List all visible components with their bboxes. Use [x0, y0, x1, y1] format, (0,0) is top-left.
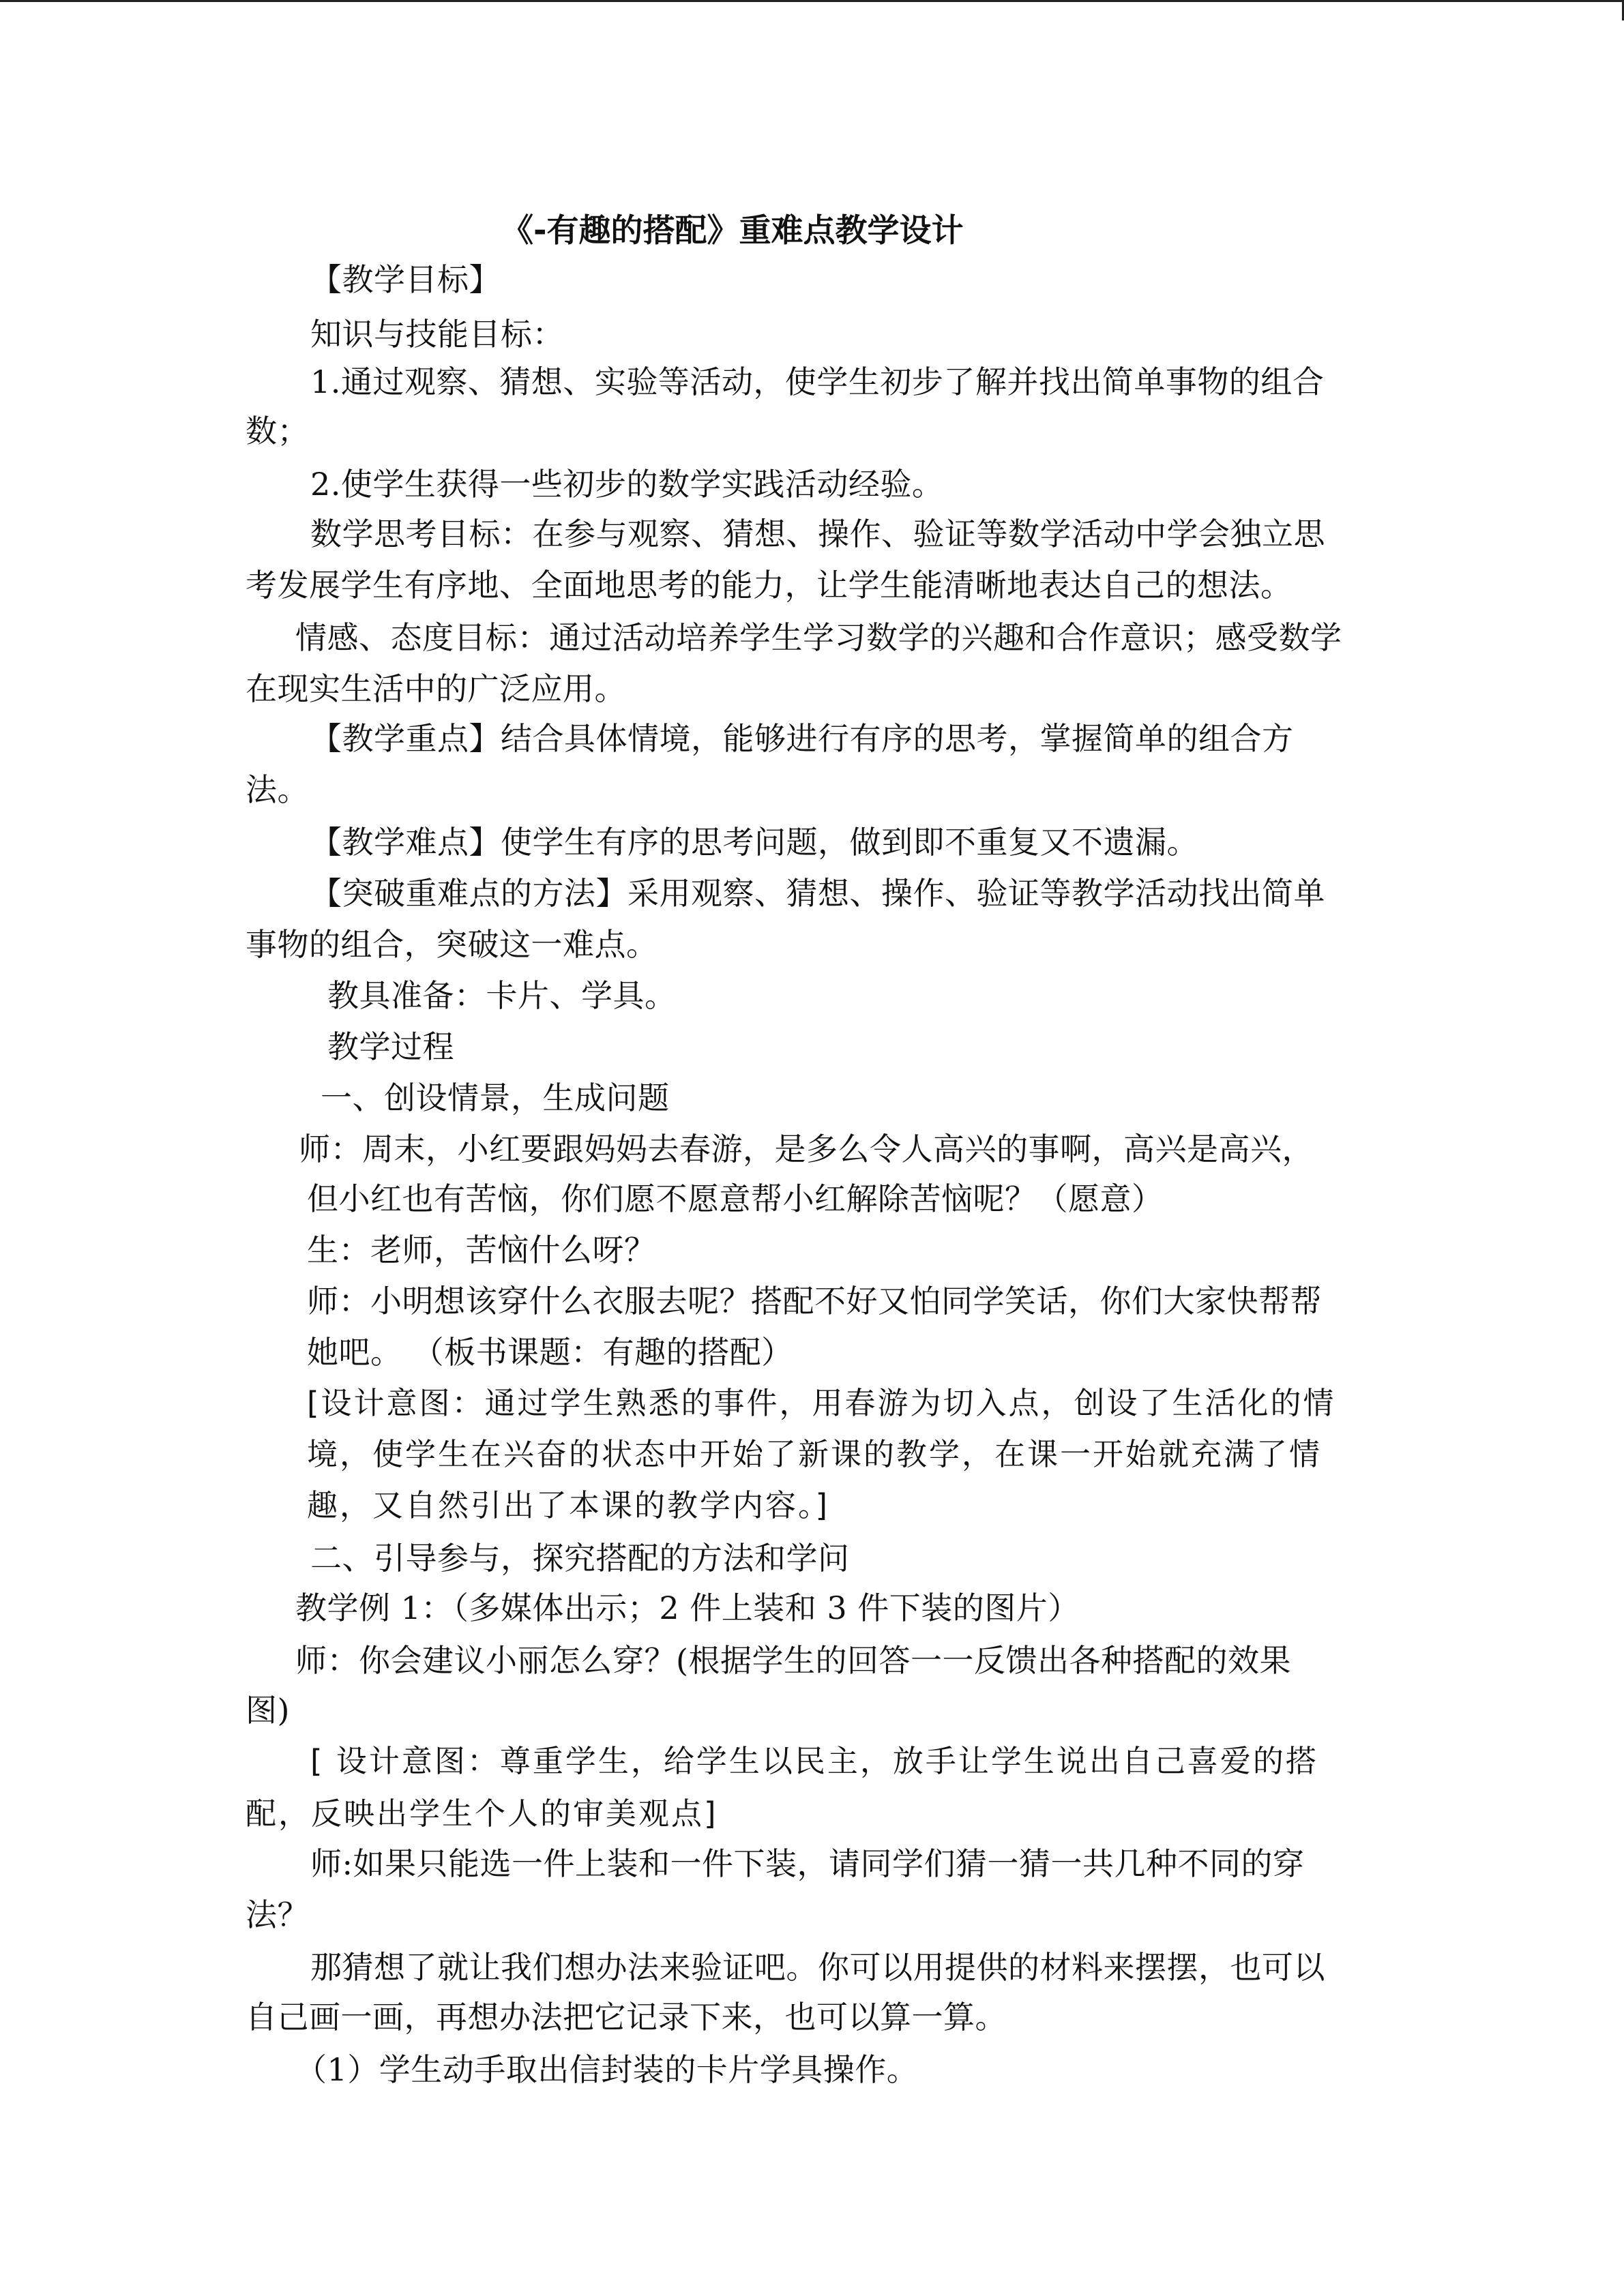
text-line: 生：老师，苦恼什么呀？: [307, 1232, 656, 1268]
text-line: 考发展学生有序地、全面地思考的能力，让学生能清晰地表达自己的想法。: [246, 567, 1293, 603]
text-line: 图): [246, 1692, 290, 1729]
text-line: 数学思考目标：在参与观察、猜想、操作、验证等数学活动中学会独立思: [310, 516, 1325, 552]
text-line: 但小红也有苦恼，你们愿不愿意帮小红解除苦恼呢？（愿意）: [307, 1180, 1164, 1217]
text-line: 教学例 1：（多媒体出示；2 件上装和 3 件下装的图片）: [295, 1590, 1080, 1626]
text-line: 情感、态度目标：通过活动培养学生学习数学的兴趣和合作意识；感受数学: [295, 619, 1342, 656]
text-line: 趣，又自然引出了本课的教学内容。]: [307, 1487, 830, 1523]
text-line: 配，反映出学生个人的审美观点]: [246, 1795, 718, 1832]
text-line: 一、创设情景，生成问题: [321, 1079, 670, 1116]
text-line: 二、引导参与，探究搭配的方法和学问: [310, 1540, 850, 1577]
text-line: 在现实生活中的广泛应用。: [246, 670, 626, 707]
top-border-line: [0, 0, 1624, 2]
text-line: [ 设计意图：尊重学生，给学生以民主，放手让学生说出自己喜爱的搭: [310, 1743, 1318, 1779]
text-line: 1.通过观察、猜想、实验等活动，使学生初步了解并找出简单事物的组合: [310, 363, 1325, 400]
text-line: 师:如果只能选一件上装和一件下装，请同学们猜一猜一共几种不同的穿: [310, 1845, 1305, 1882]
text-line: 数；: [246, 413, 309, 449]
text-line: 师：周末，小红要跟妈妈去春游，是多么令人高兴的事啊，高兴是高兴，: [299, 1131, 1314, 1167]
text-line: 【教学目标】: [310, 261, 501, 298]
document-title: 《-有趣的搭配》重难点教学设计: [501, 212, 964, 250]
text-line: 【教学重点】结合具体情境，能够进行有序的思考，掌握简单的组合方: [310, 720, 1294, 757]
text-line: （1）学生动手取出信封装的卡片学具操作。: [295, 2051, 919, 2088]
text-line: 她吧。 （板书课题：有趣的搭配）: [307, 1334, 793, 1371]
text-line: 法。: [246, 771, 309, 808]
text-line: 法？: [246, 1896, 309, 1933]
text-line: 2.使学生获得一些初步的数学实践活动经验。: [310, 466, 944, 503]
text-line: 师：小明想该穿什么衣服去呢？搭配不好又怕同学笑话，你们大家快帮帮: [307, 1283, 1322, 1320]
text-line: 知识与技能目标：: [310, 316, 564, 353]
text-line: 师：你会建议小丽怎么穿？(根据学生的回答一一反馈出各种搭配的效果: [295, 1642, 1291, 1679]
text-line: 教学过程: [327, 1028, 454, 1065]
text-line: 【突破重难点的方法】采用观察、猜想、操作、验证等教学活动找出简单: [310, 875, 1325, 912]
text-line: 自己画一画，再想办法把它记录下来，也可以算一算。: [246, 1999, 1007, 2036]
text-line: 事物的组合，突破这一难点。: [246, 926, 658, 963]
text-line: [设计意图：通过学生熟悉的事件，用春游为切入点，创设了生活化的情: [307, 1385, 1336, 1421]
text-line: 境，使学生在兴奋的状态中开始了新课的教学，在课一开始就充满了情: [307, 1436, 1323, 1472]
text-line: 【教学难点】使学生有序的思考问题，做到即不重复又不遗漏。: [310, 824, 1198, 861]
text-line: 那猜想了就让我们想办法来验证吧。你可以用提供的材料来摆摆，也可以: [310, 1949, 1325, 1986]
text-line: 教具准备：卡片、学具。: [327, 977, 677, 1014]
